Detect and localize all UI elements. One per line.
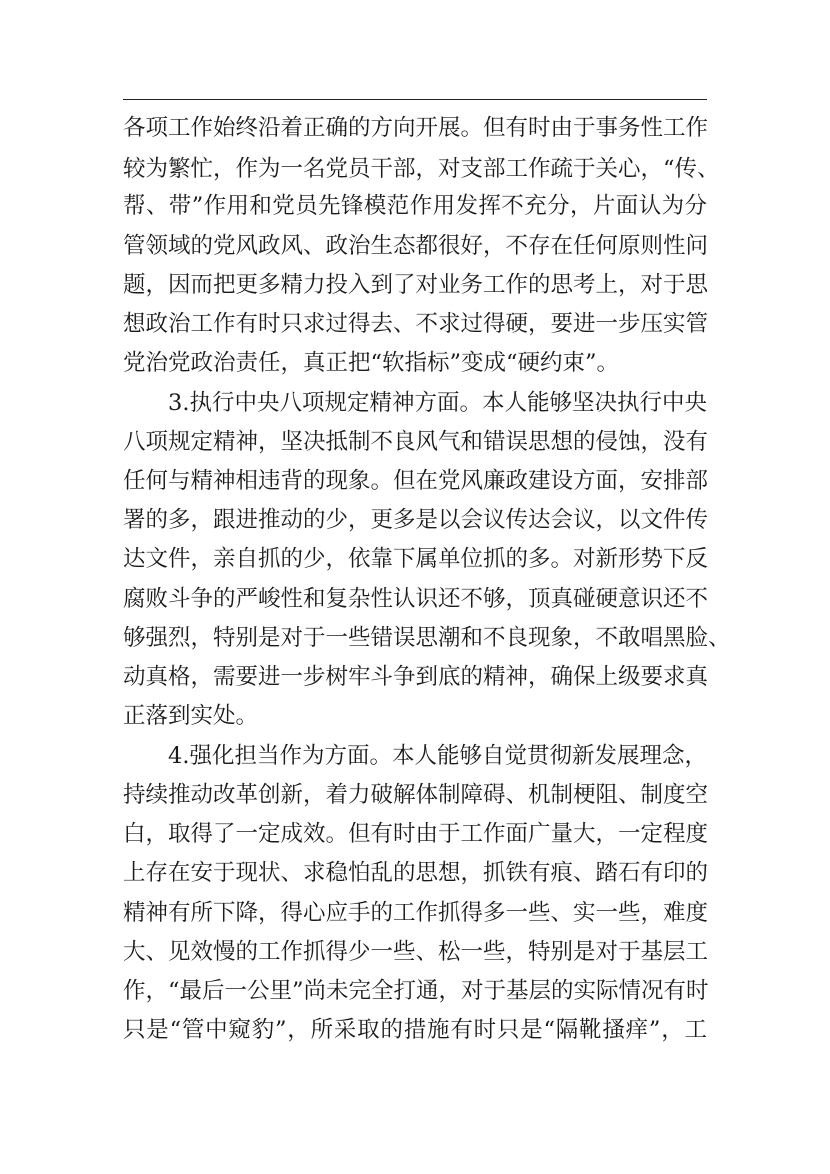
body-line: 管领域的党风政风、政治生态都很好，不存在任何原则性问 — [123, 233, 709, 259]
body-line: 想政治工作有时只求过得去、不求过得硬，要进一步压实管 — [123, 311, 709, 337]
body-line: 达文件，亲自抓的少，依靠下属单位抓的多。对新形势下反 — [123, 546, 709, 572]
body-line: 够强烈，特别是对于一些错误思潮和不良现象，不敢唱黑脸、 — [123, 625, 731, 651]
body-line: 党治党政治责任，真正把“软指标”变成“硬约束”。 — [123, 350, 620, 376]
body-line: 动真格，需要进一步树牢斗争到底的精神，确保上级要求真 — [123, 664, 709, 690]
body-line: 白，取得了一定成效。但有时由于工作面广量大，一定程度 — [123, 821, 709, 847]
body-line: 正落到实处。 — [123, 703, 259, 729]
body-line: 任何与精神相违背的现象。但在党风廉政建设方面，安排部 — [123, 468, 709, 494]
body-line: 大、见效慢的工作抓得少一些、松一些，特别是对于基层工 — [123, 939, 709, 965]
body-line: 八项规定精神，坚决抵制不良风气和错误思想的侵蚀，没有 — [123, 429, 709, 455]
body-line: 持续推动改革创新，着力破解体制障碍、机制梗阻、制度空 — [123, 782, 709, 808]
body-line: 精神有所下降，得心应手的工作抓得多一些、实一些，难度 — [123, 900, 709, 926]
body-line: 只是“管中窥豹”，所采取的措施有时只是“隔靴搔痒”，工 — [123, 1017, 707, 1043]
body-line: 帮、带”作用和党员先锋模范作用发挥不充分，片面认为分 — [123, 193, 707, 219]
header-rule — [123, 99, 707, 100]
body-line: 上存在安于现状、求稳怕乱的思想，抓铁有痕、踏石有印的 — [123, 860, 709, 886]
body-line: 较为繁忙，作为一名党员干部，对支部工作疏于关心，“传、 — [123, 156, 720, 182]
body-line: 作，“最后一公里”尚未完全打通，对于基层的实际情况有时 — [123, 978, 709, 1004]
body-line: 腐败斗争的严峻性和复杂性认识还不够，顶真碰硬意识还不 — [123, 586, 709, 612]
section-heading-line: 3.执行中央八项规定精神方面。本人能够坚决执行中央 — [168, 390, 707, 416]
body-line: 署的多，跟进推动的少，更多是以会议传达会议，以文件传 — [123, 507, 709, 533]
body-line: 题，因而把更多精力投入到了对业务工作的思考上，对于思 — [123, 272, 709, 298]
section-heading-line: 4.强化担当作为方面。本人能够自觉贯彻新发展理念， — [168, 743, 707, 769]
body-line: 各项工作始终沿着正确的方向开展。但有时由于事务性工作 — [123, 115, 709, 141]
